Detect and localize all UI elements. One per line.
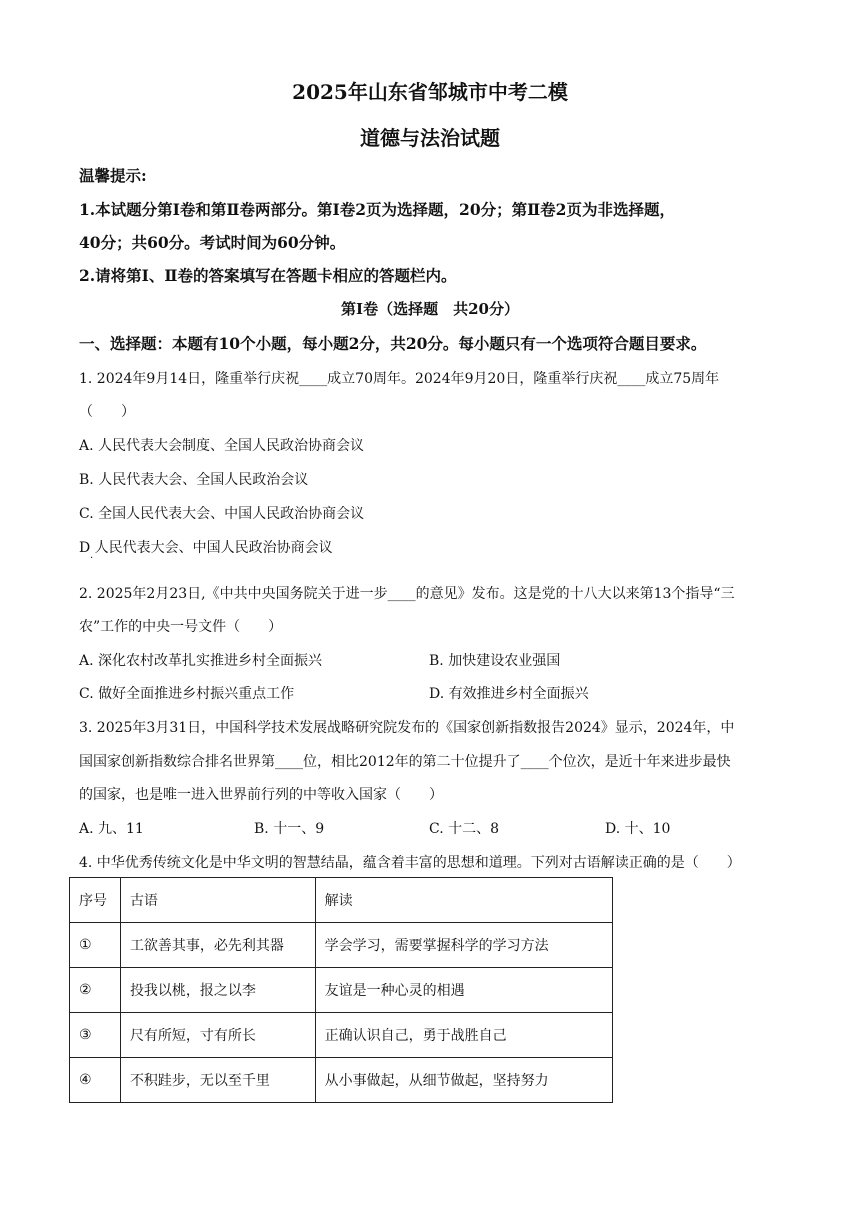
- exam-title: 2025年山东省邹城市中考二模: [292, 80, 568, 104]
- table-row: [70, 1058, 613, 1103]
- q3-option-c: C. 十二、8: [429, 821, 500, 837]
- table-cell: ④: [70, 1058, 121, 1103]
- q2-option-c: C. 做好全面推进乡村振兴重点工作: [79, 686, 295, 702]
- table-cell: 工欲善其事，必先利其器: [120, 923, 315, 968]
- table-cell: 尺有所短，寸有所长: [120, 1013, 315, 1058]
- volume-heading: 第Ⅰ卷（选择题 共20分）: [341, 300, 519, 318]
- q3-stem-b: 国国家创新指数综合排名世界第____位，相比2012年的第二十位提升了____个位次，是近十年来进步最快: [79, 754, 731, 770]
- table-cell: 不积跬步，无以至千里: [120, 1058, 315, 1103]
- q2-stem-a: 2. 2025年2月23日,《中共中央国务院关于进一步____的意见》发布。这是党的十八大以来第13个指导“三: [79, 586, 735, 602]
- table-cell: ③: [70, 1013, 121, 1058]
- q1-option-d: D 人民代表大会、中国人民政治协商会议: [79, 540, 333, 556]
- notice-line-1b: 40分；共60分。考试时间为60分钟。: [79, 233, 346, 252]
- q1-option-c: C. 全国人民代表大会、中国人民政治协商会议: [79, 506, 365, 522]
- table-row: [70, 968, 613, 1013]
- part-heading: 一、选择题：本题有10个小题，每小题2分，共20分。每小题只有一个选项符合题目要求。: [79, 334, 707, 353]
- q2-option-a: A. 深化农村改革扎实推进乡村全面振兴: [79, 653, 323, 669]
- q2-option-b: B. 加快建设农业强国: [429, 653, 561, 669]
- q3-option-b: B. 十一、9: [254, 821, 325, 837]
- table-header-row: [70, 878, 613, 923]
- table-cell: 投我以桃，报之以李: [120, 968, 315, 1013]
- table-cell: ①: [70, 923, 121, 968]
- dot-mark: ·: [90, 553, 94, 564]
- q2-stem-b: 农”工作的中央一号文件（ ）: [79, 619, 283, 635]
- table-cell: 友谊是一种心灵的相遇: [315, 968, 612, 1013]
- table-cell: 正确认识自己，勇于战胜自己: [315, 1013, 612, 1058]
- q3-stem-a: 3. 2025年3月31日，中国科学技术发展战略研究院发布的《国家创新指数报告2024》显示，2024年，中: [79, 720, 735, 736]
- header-cell: 解读: [315, 878, 612, 923]
- table-row: [70, 923, 613, 968]
- q1-stem-b: （ ）: [79, 404, 135, 420]
- q4-stem: 4. 中华优秀传统文化是中华文明的智慧结晶，蕴含着丰富的思想和道理。下列对古语解读正确的是（ ）: [79, 855, 741, 871]
- notice-line-2: 2.请将第Ⅰ、Ⅱ卷的答案填写在答题卡相应的答题栏内。: [79, 266, 457, 285]
- notice-heading: 温馨提示:: [79, 166, 147, 185]
- header-cell: 古语: [120, 878, 315, 923]
- table-row: [70, 1013, 613, 1058]
- table-cell: ②: [70, 968, 121, 1013]
- q3-option-d: D. 十、10: [605, 821, 671, 837]
- q3-stem-c: 的国家，也是唯一进入世界前行列的中等收入国家（ ）: [79, 787, 443, 803]
- notice-line-1a: 1.本试题分第Ⅰ卷和第Ⅱ卷两部分。第Ⅰ卷2页为选择题，20分；第Ⅱ卷2页为非选择题，: [79, 200, 675, 219]
- q1-stem-a: 1. 2024年9月14日，隆重举行庆祝____成立70周年。2024年9月20日，隆重举行庆祝____成立75周年: [79, 371, 720, 387]
- q2-option-d: D. 有效推进乡村全面振兴: [429, 686, 589, 702]
- q1-option-b: B. 人民代表大会、全国人民政治会议: [79, 472, 309, 488]
- table-cell: 从小事做起，从细节做起，坚持努力: [315, 1058, 612, 1103]
- q1-option-a: A. 人民代表大会制度、全国人民政治协商会议: [79, 438, 365, 454]
- exam-subtitle: 道德与法治试题: [360, 126, 500, 150]
- header-cell: 序号: [70, 878, 121, 923]
- table-cell: 学会学习，需要掌握科学的学习方法: [315, 923, 612, 968]
- q3-option-a: A. 九、11: [79, 821, 144, 837]
- q4-table: [69, 877, 613, 1103]
